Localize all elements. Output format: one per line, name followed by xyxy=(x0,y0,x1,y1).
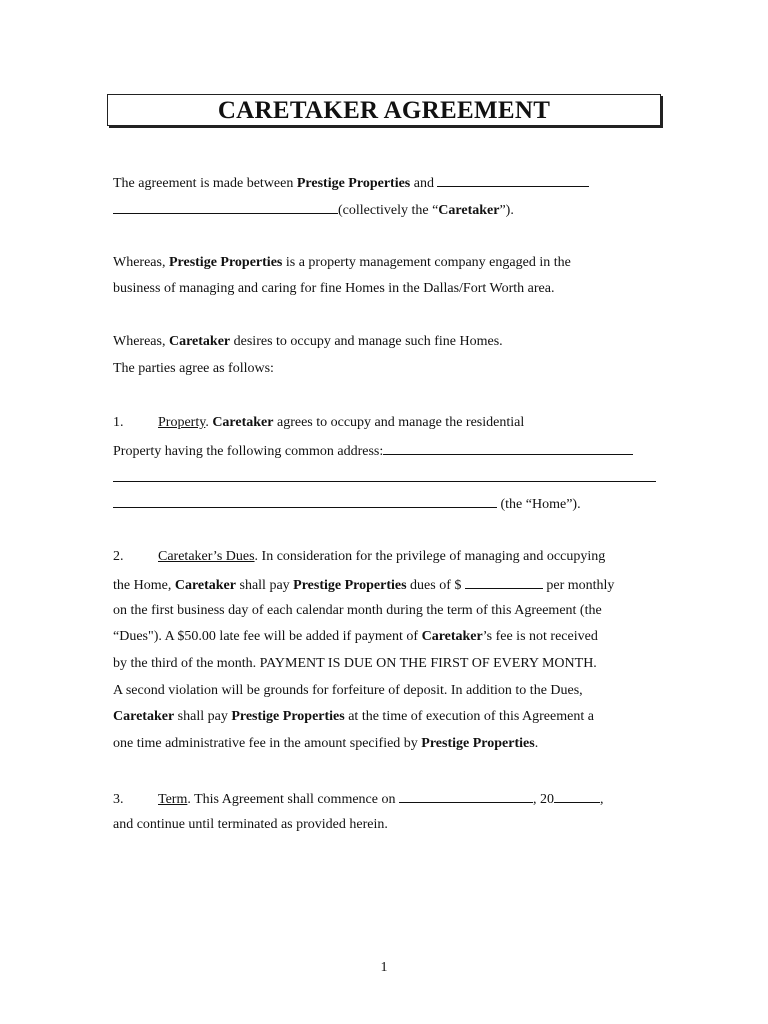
party-name-blank[interactable] xyxy=(437,173,589,187)
address-blank-2[interactable] xyxy=(113,468,656,482)
party-name-blank-2[interactable] xyxy=(113,200,338,214)
page-number: 1 xyxy=(380,960,388,975)
section-2-line-8: one time administrative fee in the amount specified by Prestige Properties. xyxy=(113,736,539,751)
section-2-line-5: by the third of the month. PAYMENT IS DUE ON THE FIRST OF EVERY MONTH. xyxy=(113,656,597,671)
section-2-line-7: Caretaker shall pay Prestige Properties at the time of execution of this Agreement a xyxy=(113,709,594,724)
address-blank-1[interactable] xyxy=(383,441,633,455)
section-2-heading: Caretaker’s Dues xyxy=(158,549,255,564)
section-1-line-3 xyxy=(113,468,656,488)
whereas-2-line-2: The parties agree as follows: xyxy=(113,361,274,376)
intro-line-1: The agreement is made between Prestige Properties and xyxy=(113,173,589,193)
section-3-line-1: 3. Term. This Agreement shall commence on , 20 , xyxy=(113,789,603,809)
section-2-line-4: “Dues"). A $50.00 late fee will be added if payment of Caretaker’s fee is not received xyxy=(113,629,598,644)
document-title: CARETAKER AGREEMENT xyxy=(107,94,661,126)
address-blank-3[interactable] xyxy=(113,494,497,508)
whereas-1-line-2: business of managing and caring for fine Homes in the Dallas/Fort Worth area. xyxy=(113,281,555,296)
section-1-line-2: Property having the following common address: xyxy=(113,441,633,461)
section-1-heading: Property xyxy=(158,415,206,430)
section-2-line-6: A second violation will be grounds for forfeiture of deposit. In addition to the Dues, xyxy=(113,683,583,698)
intro-line-2: (collectively the “Caretaker”). xyxy=(113,200,514,220)
whereas-2-line-1: Whereas, Caretaker desires to occupy and manage such fine Homes. xyxy=(113,334,503,349)
section-3-line-2: and continue until terminated as provided herein. xyxy=(113,817,388,832)
start-date-blank[interactable] xyxy=(399,789,533,803)
section-2-line-1: 2. Caretaker’s Dues. In consideration for the privilege of managing and occupying xyxy=(113,549,606,564)
section-2-line-2: the Home, Caretaker shall pay Prestige Properties dues of $ per monthly xyxy=(113,575,614,595)
section-1-line-1: 1. Property. Caretaker agrees to occupy and manage the residential xyxy=(113,415,525,430)
section-1-line-4: (the “Home”). xyxy=(113,494,581,514)
section-3-heading: Term xyxy=(158,792,188,807)
dues-amount-blank[interactable] xyxy=(465,575,543,589)
section-2-line-3: on the first business day of each calendar month during the term of this Agreement (the xyxy=(113,603,602,618)
start-year-blank[interactable] xyxy=(554,789,600,803)
whereas-1-line-1: Whereas, Prestige Properties is a property management company engaged in the xyxy=(113,255,571,270)
